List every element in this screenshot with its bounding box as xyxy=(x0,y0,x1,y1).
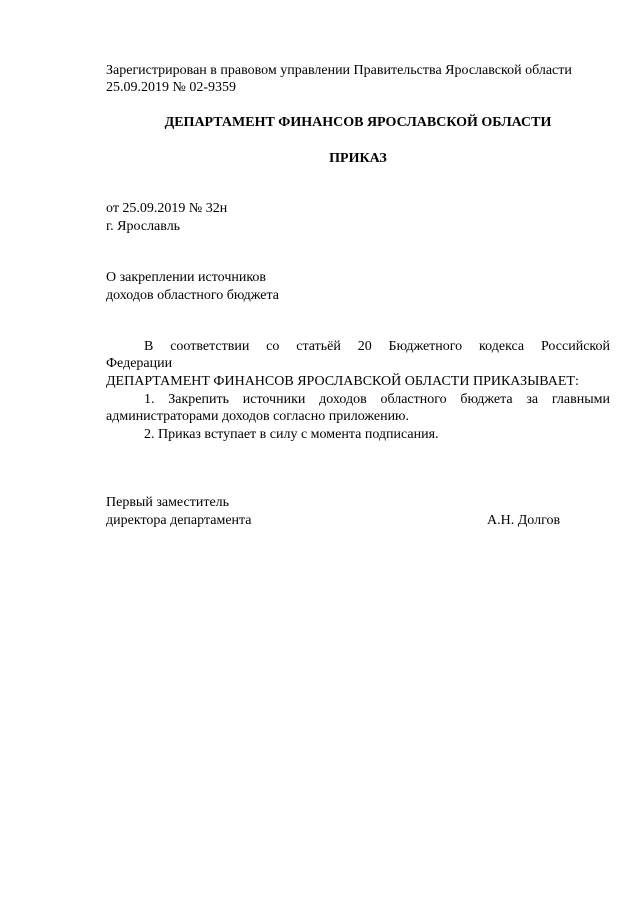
item-1-line-2: администраторами доходов согласно приложению. xyxy=(106,409,410,424)
preamble-line-2: Федерации xyxy=(106,356,173,371)
registration-line-2: 25.09.2019 № 02-9359 xyxy=(106,80,237,95)
order-date-number: от 25.09.2019 № 32н xyxy=(106,201,228,216)
signature-title-line-2: директора департамента xyxy=(106,513,252,528)
signature-name: А.Н. Долгов xyxy=(487,513,561,528)
registration-line-1: Зарегистрирован в правовом управлении Правительства Ярославской области xyxy=(106,63,572,78)
subject-line-1: О закреплении источников xyxy=(106,270,267,285)
preamble-line-1: В соответствии со статьёй 20 Бюджетного кодекса Российской xyxy=(144,339,610,354)
orders-line: ДЕПАРТАМЕНТ ФИНАНСОВ ЯРОСЛАВСКОЙ ОБЛАСТИ ПРИКАЗЫВАЕТ: xyxy=(106,374,579,389)
subject-line-2: доходов областного бюджета xyxy=(106,288,279,303)
signature-title-line-1: Первый заместитель xyxy=(106,495,230,510)
item-1-line-1: 1. Закрепить источники доходов областного бюджета за главными xyxy=(144,392,610,407)
order-city: г. Ярославль xyxy=(106,219,181,234)
department-heading: ДЕПАРТАМЕНТ ФИНАНСОВ ЯРОСЛАВСКОЙ ОБЛАСТИ xyxy=(164,115,552,130)
document-type-heading: ПРИКАЗ xyxy=(329,151,387,166)
item-2: 2. Приказ вступает в силу с момента подписания. xyxy=(144,427,439,442)
